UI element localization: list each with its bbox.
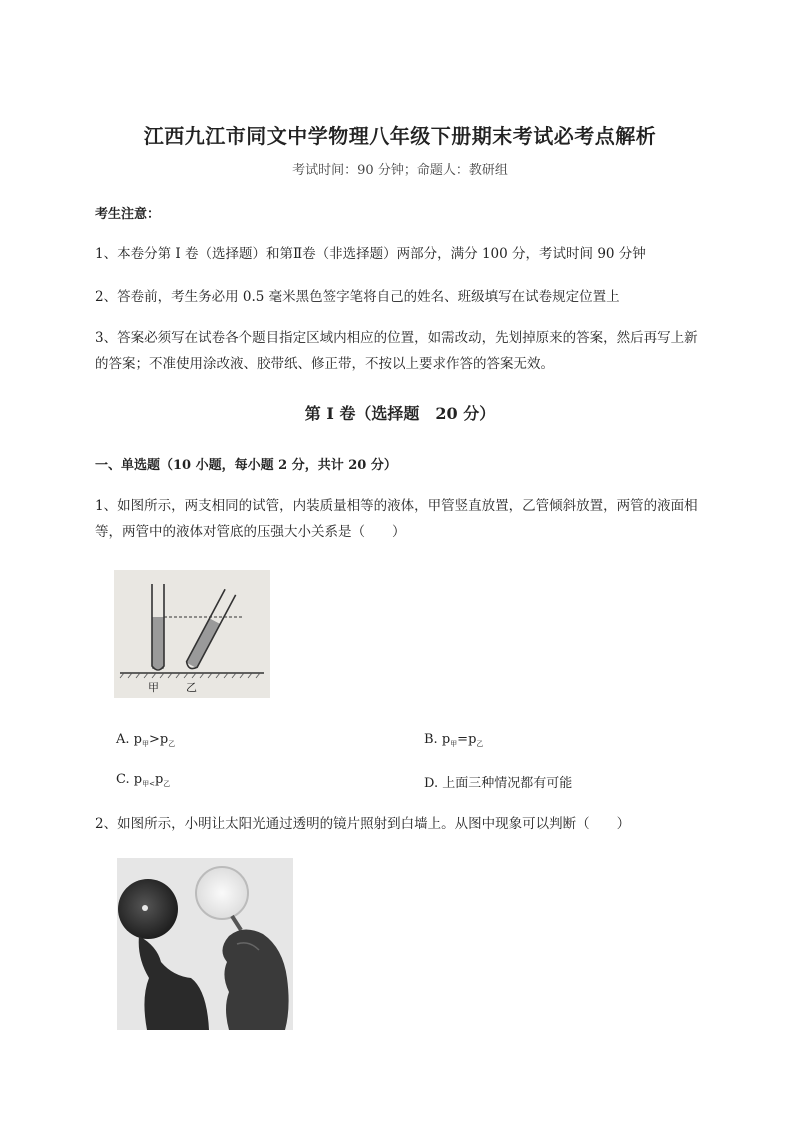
option-b-letter: B. <box>424 732 438 747</box>
test-tubes-figure <box>114 570 270 698</box>
option-a-sub1: 甲 <box>142 740 149 748</box>
exam-info: 考试时间：90 分钟；命题人：教研组 <box>292 163 508 178</box>
option-a-sub2: 乙 <box>168 740 176 748</box>
option-b[interactable] <box>424 732 483 749</box>
page-title: 江西九江市同文中学物理八年级下册期末考试必考点解析 <box>143 124 657 148</box>
option-a-letter: A. <box>116 732 130 747</box>
question-1-stem: 1、如图所示，两支相同的试管，内装质量相等的液体，甲管竖直放置，乙管倾斜放置，两管的液面相等，两管中的液体对管底的压强大小关系是（ ） <box>95 498 698 540</box>
option-b-p2: p <box>468 732 477 747</box>
notice-heading: 考生注意： <box>95 207 161 222</box>
option-c[interactable] <box>116 772 170 789</box>
option-d[interactable]: D. 上面三种情况都有可能 <box>424 776 573 791</box>
option-a-p1: p <box>133 732 142 747</box>
option-c-p2: p <box>154 772 164 787</box>
option-a-p2: p <box>159 732 169 747</box>
option-c-sub1: 甲 <box>142 780 150 788</box>
question-group-heading: 一、单选题（10 小题，每小题 2 分，共计 20 分） <box>95 458 397 473</box>
option-c-letter: C. <box>116 772 130 787</box>
option-b-relation: = <box>457 732 469 747</box>
option-c-p1: p <box>133 772 143 787</box>
option-c-sub2: 乙 <box>163 780 171 788</box>
option-b-sub1: 甲 <box>450 740 458 748</box>
option-b-p1: p <box>441 732 451 747</box>
tube-label-yi: 乙 <box>186 681 197 694</box>
notice-item-3: 3、答案必须写在试卷各个题目指定区域内相应的位置，如需改动，先划掉原来的答案，然后再写上新的答案；不准使用涂改液、胶带纸、修正带，不按以上要求作答的答案无效。 <box>95 330 698 372</box>
notice-item-1: 1、本卷分第 I 卷（选择题）和第Ⅱ卷（非选择题）两部分，满分 100 分，考试时间 90 分钟 <box>95 246 646 262</box>
notice-item-2: 2、答卷前，考生务必用 0.5 毫米黑色签字笔将自己的姓名、班级填写在试卷规定位置上 <box>95 289 620 305</box>
section-heading: 第 I 卷（选择题 20 分） <box>304 404 496 423</box>
lens-shadow-figure <box>117 858 293 1030</box>
question-2-stem: 2、如图所示，小明让太阳光通过透明的镜片照射到白墙上。从图中现象可以判断（ ） <box>95 816 631 832</box>
option-a[interactable] <box>116 732 175 749</box>
option-c-relation: < <box>149 780 155 788</box>
option-a-relation: > <box>149 732 160 747</box>
tube-label-jia: 甲 <box>148 681 159 694</box>
option-b-sub2: 乙 <box>476 740 484 748</box>
